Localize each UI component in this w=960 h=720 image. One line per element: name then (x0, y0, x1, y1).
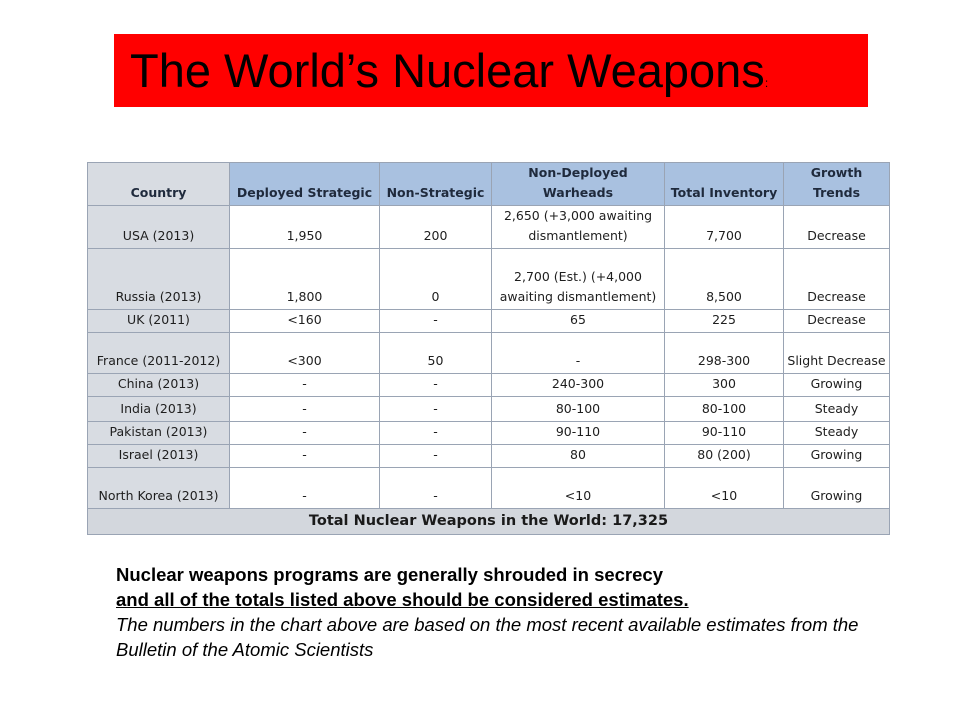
cell-trend: Decrease (784, 249, 890, 310)
cell-non-strategic: 0 (380, 249, 492, 310)
table-row (88, 206, 890, 249)
note-bold-line-2: and all of the totals listed above should be considered estimates. (116, 589, 689, 610)
column-header-deployed-strategic: Deployed Strategic (230, 163, 380, 206)
cell-country: Israel (2013) (88, 445, 230, 468)
cell-trend: Steady (784, 422, 890, 445)
cell-non-deployed: 240-300 (492, 374, 665, 397)
cell-trend: Decrease (784, 206, 890, 249)
page-title: The World’s Nuclear Weapons: (130, 44, 769, 97)
cell-non-deployed: - (492, 333, 665, 374)
cell-deployed: <300 (230, 333, 380, 374)
cell-total: 225 (665, 310, 784, 333)
cell-non-deployed: 80-100 (492, 397, 665, 422)
table-body (88, 206, 890, 535)
cell-non-strategic: - (380, 445, 492, 468)
cell-deployed: - (230, 397, 380, 422)
cell-non-strategic: - (380, 374, 492, 397)
title-suffix: : (764, 76, 769, 90)
title-banner (114, 34, 868, 107)
table-row (88, 310, 890, 333)
cell-non-strategic: - (380, 468, 492, 509)
cell-country: France (2011-2012) (88, 333, 230, 374)
table-row (88, 468, 890, 509)
column-header-country: Country (88, 163, 230, 206)
cell-total: 80 (200) (665, 445, 784, 468)
cell-non-deployed: 2,650 (+3,000 awaiting dismantlement) (492, 206, 665, 249)
cell-total: <10 (665, 468, 784, 509)
note-italic-text: The numbers in the chart above are based on the most recent available estimates from the Bulletin of the Atomic Scientists (116, 614, 859, 660)
total-row (88, 509, 890, 535)
total-weapons-label: Total Nuclear Weapons in the World: 17,325 (88, 509, 890, 535)
cell-deployed: 1,950 (230, 206, 380, 249)
cell-deployed: <160 (230, 310, 380, 333)
cell-deployed: - (230, 445, 380, 468)
cell-country: Russia (2013) (88, 249, 230, 310)
cell-deployed: - (230, 422, 380, 445)
footnote (116, 562, 896, 662)
cell-non-strategic: - (380, 397, 492, 422)
column-header-non-deployed-warheads: Non-Deployed Warheads (492, 163, 665, 206)
cell-trend: Growing (784, 468, 890, 509)
cell-country: USA (2013) (88, 206, 230, 249)
cell-non-deployed: 90-110 (492, 422, 665, 445)
cell-non-deployed: 80 (492, 445, 665, 468)
table-row (88, 445, 890, 468)
cell-total: 8,500 (665, 249, 784, 310)
cell-trend: Decrease (784, 310, 890, 333)
column-header-total-inventory: Total Inventory (665, 163, 784, 206)
cell-non-deployed: 2,700 (Est.) (+4,000 awaiting dismantlement) (492, 249, 665, 310)
cell-country: China (2013) (88, 374, 230, 397)
cell-non-strategic: 200 (380, 206, 492, 249)
cell-deployed: - (230, 374, 380, 397)
cell-trend: Growing (784, 445, 890, 468)
cell-deployed: - (230, 468, 380, 509)
cell-country: India (2013) (88, 397, 230, 422)
cell-trend: Growing (784, 374, 890, 397)
table-row (88, 422, 890, 445)
cell-total: 90-110 (665, 422, 784, 445)
cell-deployed: 1,800 (230, 249, 380, 310)
cell-trend: Steady (784, 397, 890, 422)
table-row (88, 249, 890, 310)
cell-non-strategic: - (380, 422, 492, 445)
nuclear-weapons-table (87, 162, 889, 535)
cell-trend: Slight Decrease (784, 333, 890, 374)
cell-non-deployed: 65 (492, 310, 665, 333)
cell-total: 298-300 (665, 333, 784, 374)
table-row (88, 374, 890, 397)
note-bold-line-1: Nuclear weapons programs are generally shrouded in secrecy (116, 564, 663, 585)
cell-country: Pakistan (2013) (88, 422, 230, 445)
column-header-non-strategic: Non-Strategic (380, 163, 492, 206)
cell-total: 7,700 (665, 206, 784, 249)
cell-non-deployed: <10 (492, 468, 665, 509)
cell-country: UK (2011) (88, 310, 230, 333)
cell-total: 300 (665, 374, 784, 397)
cell-non-strategic: - (380, 310, 492, 333)
table-row (88, 397, 890, 422)
column-header-growth-trends: Growth Trends (784, 163, 890, 206)
cell-non-strategic: 50 (380, 333, 492, 374)
cell-country: North Korea (2013) (88, 468, 230, 509)
data-table (87, 162, 890, 535)
table-header-row (88, 163, 890, 206)
cell-total: 80-100 (665, 397, 784, 422)
table-row (88, 333, 890, 374)
